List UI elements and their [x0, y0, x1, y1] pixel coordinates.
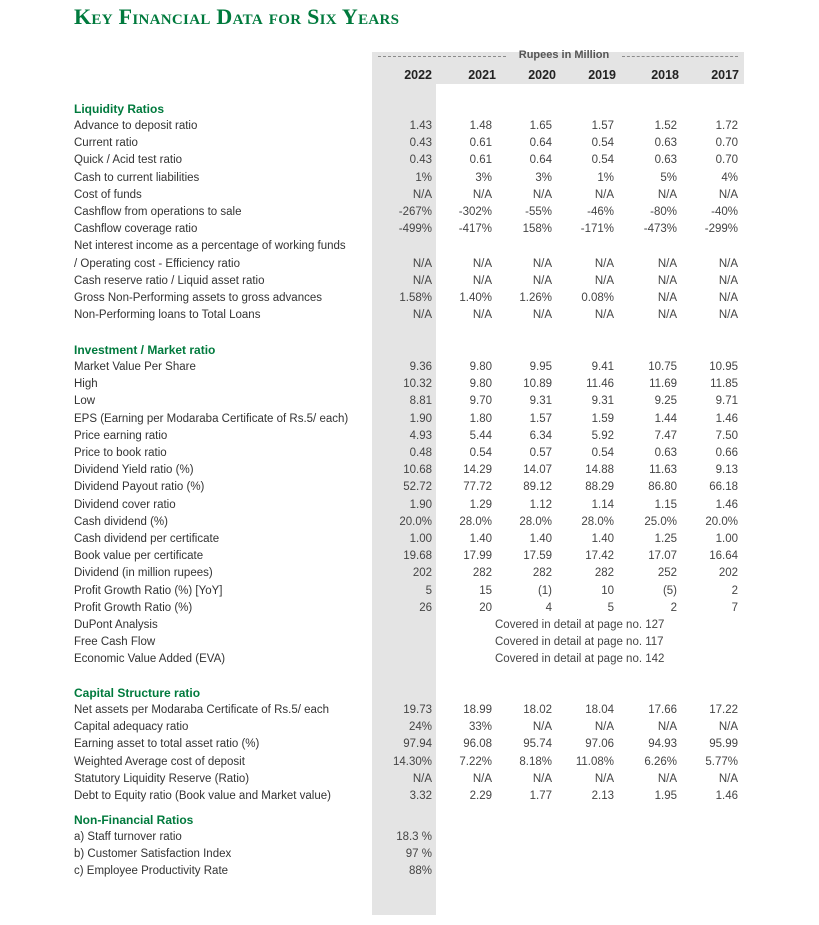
cell-value: 5.92 — [591, 429, 614, 442]
cell-value: 1.57 — [529, 412, 552, 425]
cell-value: 97.06 — [585, 738, 614, 751]
row-label: Weighted Average cost of deposit — [74, 755, 245, 768]
cell-value: -267% — [398, 206, 432, 218]
cell-value: 11.85 — [710, 378, 738, 391]
cell-value: 33% — [468, 721, 492, 734]
cell-value: 1.44 — [654, 412, 677, 425]
row-label: Dividend Payout ratio (%) — [74, 481, 205, 494]
section-title: Capital Structure ratio — [74, 686, 201, 700]
row-label: High — [74, 378, 98, 391]
cell-value: 3% — [535, 171, 552, 184]
cell-value: 282 — [594, 567, 614, 580]
cell-value: -417% — [458, 223, 492, 236]
cell-value: N/A — [718, 309, 738, 322]
cell-value: N/A — [594, 772, 614, 785]
cell-value: N/A — [718, 274, 738, 287]
cell-value: 11.69 — [649, 378, 677, 391]
cell-value: 28.0% — [519, 515, 552, 528]
cell-value: 11.08% — [575, 755, 614, 768]
cell-value: 0.54 — [591, 154, 614, 167]
cell-value: N/A — [657, 188, 677, 201]
cell-value: 5.77% — [705, 755, 738, 768]
cell-value: 97 % — [405, 848, 432, 861]
cell-value: N/A — [412, 188, 432, 201]
row-label: Net assets per Modaraba Certificate of Rs.5/ each — [74, 704, 330, 716]
row-label: EPS (Earning per Modaraba Certificate of Rs.5/ each) — [74, 412, 349, 425]
cell-value: 0.63 — [654, 137, 677, 150]
cell-value: 2.29 — [469, 790, 492, 802]
cell-value: N/A — [718, 188, 738, 201]
cell-value: 16.64 — [709, 550, 738, 563]
cell-value: N/A — [472, 188, 492, 201]
cell-value: N/A — [532, 309, 552, 322]
cell-value: 2 — [670, 601, 677, 614]
row-label: c) Employee Productivity Rate — [74, 865, 229, 878]
cell-value: N/A — [657, 772, 677, 785]
row-label: Debt to Equity ratio (Book value and Market value) — [74, 790, 331, 802]
cell-value: 1.40% — [459, 292, 492, 304]
row-label: Cashflow from operations to sale — [74, 206, 242, 218]
cell-value: 14.07 — [523, 464, 552, 477]
cell-value: 1.58% — [399, 292, 432, 304]
cell-value: -302% — [458, 206, 492, 218]
cell-value: 0.08% — [581, 292, 614, 304]
cell-value: -499% — [398, 223, 432, 236]
cell-value: 9.13 — [715, 464, 738, 477]
cell-value: 95.99 — [709, 738, 738, 751]
row-note: Covered in detail at page no. 117 — [495, 636, 664, 649]
cell-value: 1.40 — [591, 533, 614, 545]
row-label: Capital adequacy ratio — [74, 721, 189, 734]
cell-value: (5) — [662, 584, 677, 597]
cell-value: 4% — [721, 171, 738, 184]
cell-value: 10 — [601, 584, 614, 597]
row-label: Statutory Liquidity Reserve (Ratio) — [74, 772, 250, 785]
cell-value: 1.46 — [715, 498, 738, 511]
cell-value: 0.70 — [715, 154, 738, 167]
header-dash-left — [378, 56, 506, 57]
row-label: Market Value Per Share — [74, 361, 196, 373]
cell-value: 0.43 — [409, 154, 432, 167]
cell-value: 6.34 — [529, 429, 552, 442]
cell-value: 95.74 — [523, 738, 552, 751]
cell-value: 1.95 — [654, 790, 677, 802]
cell-value: N/A — [657, 274, 677, 287]
cell-value: 10.89 — [523, 378, 552, 391]
cell-value: 0.43 — [409, 137, 432, 150]
cell-value: 89.12 — [523, 481, 552, 494]
row-label: Book value per certificate — [74, 550, 204, 563]
section-title: Investment / Market ratio — [74, 343, 216, 357]
cell-value: 0.54 — [591, 447, 614, 459]
cell-value: 17.42 — [585, 550, 614, 563]
cell-value: 0.66 — [715, 447, 738, 459]
row-label: Advance to deposit ratio — [74, 120, 198, 132]
cell-value: N/A — [718, 292, 738, 304]
row-label: b) Customer Satisfaction Index — [74, 848, 232, 861]
row-label: Cashflow coverage ratio — [74, 223, 198, 236]
row-label: Quick / Acid test ratio — [74, 154, 183, 167]
cell-value: 1.15 — [654, 498, 677, 511]
cell-value: 0.54 — [591, 137, 614, 150]
row-label: Profit Growth Ratio (%) — [74, 601, 193, 614]
unit-label: Rupees in Million — [518, 49, 610, 61]
cell-value: 202 — [718, 567, 738, 580]
cell-value: 1.40 — [469, 533, 492, 545]
cell-value: 18.04 — [585, 704, 614, 716]
cell-value: 9.31 — [529, 395, 552, 408]
cell-value: 8.18% — [519, 755, 552, 768]
cell-value: 1.26% — [519, 292, 552, 304]
cell-value: 1.59 — [591, 412, 614, 425]
cell-value: 0.64 — [529, 154, 552, 167]
cell-value: 158% — [522, 223, 552, 236]
cell-value: N/A — [718, 257, 738, 270]
cell-value: 9.36 — [409, 361, 432, 373]
cell-value: N/A — [472, 309, 492, 322]
cell-value: N/A — [532, 274, 552, 287]
cell-value: 14.88 — [585, 464, 614, 477]
cell-value: 66.18 — [709, 481, 738, 494]
cell-value: -171% — [580, 223, 614, 236]
cell-value: N/A — [657, 292, 677, 304]
cell-value: N/A — [718, 772, 738, 785]
row-label: Non-Performing loans to Total Loans — [74, 309, 261, 322]
cell-value: 1.90 — [409, 498, 432, 511]
row-label: Gross Non-Performing assets to gross advances — [74, 292, 322, 304]
cell-value: N/A — [594, 721, 614, 734]
cell-value: (1) — [537, 584, 552, 597]
cell-value: 1.77 — [529, 790, 552, 802]
cell-value: N/A — [594, 309, 614, 322]
cell-value: 0.61 — [469, 137, 492, 150]
cell-value: 0.57 — [529, 447, 552, 459]
row-label: Economic Value Added (EVA) — [74, 653, 226, 666]
cell-value: 4 — [545, 601, 552, 614]
cell-value: 7.50 — [715, 429, 738, 442]
cell-value: 28.0% — [581, 515, 614, 528]
cell-value: N/A — [594, 188, 614, 201]
cell-value: 88.29 — [585, 481, 614, 494]
cell-value: 1.46 — [715, 412, 738, 425]
cell-value: 0.61 — [469, 154, 492, 167]
cell-value: 9.25 — [654, 395, 677, 408]
cell-value: 2 — [731, 584, 738, 597]
cell-value: 0.48 — [409, 447, 432, 459]
cell-value: 3% — [475, 171, 492, 184]
row-label: Free Cash Flow — [74, 636, 156, 649]
cell-value: 25.0% — [644, 515, 677, 528]
header-dash-right — [622, 56, 738, 57]
cell-value: N/A — [472, 274, 492, 287]
cell-value: 9.31 — [591, 395, 614, 408]
row-label: Cash dividend per certificate — [74, 533, 220, 545]
cell-value: 1.48 — [469, 120, 492, 132]
cell-value: 26 — [419, 601, 432, 614]
cell-value: 8.81 — [409, 395, 432, 408]
cell-value: 9.41 — [591, 361, 614, 373]
cell-value: 1.80 — [469, 412, 492, 425]
row-label: a) Staff turnover ratio — [74, 831, 182, 843]
cell-value: 3.32 — [409, 790, 432, 802]
cell-value: 1.57 — [591, 120, 614, 132]
cell-value: 9.71 — [715, 395, 738, 408]
section-title: Non-Financial Ratios — [74, 813, 194, 827]
row-label: Low — [74, 395, 96, 408]
cell-value: 19.68 — [403, 550, 432, 563]
cell-value: -55% — [525, 206, 552, 218]
cell-value: 1% — [415, 171, 432, 184]
cell-value: 0.54 — [469, 447, 492, 459]
year-header: 2017 — [711, 68, 739, 82]
cell-value: 17.66 — [648, 704, 677, 716]
cell-value: 52.72 — [403, 481, 432, 494]
cell-value: 9.95 — [529, 361, 552, 373]
cell-value: -46% — [587, 206, 614, 218]
cell-value: -80% — [650, 206, 677, 218]
cell-value: 1.25 — [654, 533, 677, 545]
row-label: Cash to current liabilities — [74, 171, 200, 184]
cell-value: 0.63 — [654, 154, 677, 167]
cell-value: N/A — [412, 257, 432, 270]
cell-value: 5 — [425, 584, 432, 597]
cell-value: 24% — [408, 721, 432, 734]
cell-value: 1.52 — [654, 120, 677, 132]
cell-value: 282 — [472, 567, 492, 580]
cell-value: 0.64 — [529, 137, 552, 150]
year-header: 2021 — [468, 68, 496, 82]
cell-value: 17.99 — [463, 550, 492, 563]
cell-value: 20.0% — [705, 515, 738, 528]
cell-value: 94.93 — [648, 738, 677, 751]
cell-value: 1.90 — [409, 412, 432, 425]
cell-value: 7 — [731, 601, 738, 614]
cell-value: 4.93 — [409, 429, 432, 442]
cell-value: 9.70 — [469, 395, 492, 408]
cell-value: N/A — [594, 274, 614, 287]
row-label: Cash reserve ratio / Liquid asset ratio — [74, 274, 265, 287]
row-label: Dividend (in million rupees) — [74, 567, 213, 580]
cell-value: N/A — [657, 721, 677, 734]
cell-value: 20.0% — [399, 515, 432, 528]
cell-value: 28.0% — [459, 515, 492, 528]
cell-value: N/A — [657, 257, 677, 270]
cell-value: 1.00 — [715, 533, 738, 545]
cell-value: 15 — [479, 584, 492, 597]
cell-value: 19.73 — [403, 704, 432, 716]
cell-value: 14.30% — [392, 755, 432, 768]
cell-value: 5.44 — [469, 429, 492, 442]
cell-value: 86.80 — [648, 481, 677, 494]
cell-value: 1.40 — [529, 533, 552, 545]
cell-value: -40% — [711, 206, 738, 218]
cell-value: 1.14 — [591, 498, 614, 511]
cell-value: -473% — [643, 223, 677, 236]
cell-value: N/A — [412, 309, 432, 322]
row-label: / Operating cost - Efficiency ratio — [74, 257, 240, 270]
cell-value: 88% — [408, 865, 432, 878]
row-label: Current ratio — [74, 137, 138, 150]
cell-value: 9.80 — [469, 361, 492, 373]
cell-value: 282 — [532, 567, 552, 580]
cell-value: 17.07 — [648, 550, 677, 563]
row-note: Covered in detail at page no. 127 — [495, 619, 665, 631]
row-label: Cash dividend (%) — [74, 515, 168, 528]
row-label: Earning asset to total asset ratio (%) — [74, 738, 260, 751]
cell-value: 11.63 — [649, 464, 677, 477]
cell-value: 18.99 — [463, 704, 492, 716]
year-header: 2020 — [528, 68, 556, 82]
cell-value: 1.46 — [715, 790, 738, 802]
cell-value: 11.46 — [586, 378, 614, 391]
cell-value: -299% — [704, 223, 738, 236]
cell-value: 7.47 — [654, 429, 677, 442]
year-header: 2022 — [404, 68, 432, 82]
cell-value: 0.70 — [715, 137, 738, 150]
cell-value: 6.26% — [644, 755, 677, 768]
row-label: Net interest income as a percentage of working funds — [74, 240, 346, 253]
cell-value: 1.72 — [715, 120, 738, 132]
row-label: Dividend cover ratio — [74, 498, 176, 511]
cell-value: N/A — [532, 721, 552, 734]
row-label: Dividend Yield ratio (%) — [74, 464, 194, 477]
cell-value: 10.68 — [403, 464, 432, 477]
cell-value: 10.75 — [648, 361, 677, 373]
row-label: Profit Growth Ratio (%) [YoY] — [74, 584, 223, 597]
row-label: Cost of funds — [74, 188, 142, 201]
cell-value: 1% — [597, 171, 614, 184]
section-title: Liquidity Ratios — [74, 102, 164, 116]
year-header: 2018 — [651, 68, 679, 82]
cell-value: 9.80 — [469, 378, 492, 391]
year-header: 2019 — [588, 68, 616, 82]
cell-value: 97.94 — [403, 738, 432, 751]
cell-value: 7.22% — [459, 755, 492, 768]
cell-value: 20 — [479, 601, 492, 614]
cell-value: 10.95 — [709, 361, 738, 373]
row-note: Covered in detail at page no. 142 — [495, 653, 665, 666]
cell-value: 0.63 — [654, 447, 677, 459]
cell-value: N/A — [412, 772, 432, 785]
cell-value: 18.02 — [523, 704, 552, 716]
cell-value: 1.43 — [409, 120, 432, 132]
page-title: Key Financial Data for Six Years — [74, 4, 400, 29]
cell-value: 14.29 — [463, 464, 492, 477]
cell-value: N/A — [594, 257, 614, 270]
row-label: Price earning ratio — [74, 429, 168, 442]
cell-value: N/A — [718, 721, 738, 734]
cell-value: N/A — [532, 257, 552, 270]
cell-value: 18.3 % — [396, 831, 432, 843]
cell-value: 2.13 — [591, 790, 614, 802]
cell-value: 17.22 — [709, 704, 738, 716]
cell-value: 202 — [412, 567, 432, 580]
cell-value: N/A — [532, 772, 552, 785]
cell-value: 1.12 — [529, 498, 552, 511]
cell-value: N/A — [472, 257, 492, 270]
cell-value: 5 — [607, 601, 614, 614]
cell-value: N/A — [657, 309, 677, 322]
cell-value: 1.65 — [529, 120, 552, 132]
row-label: DuPont Analysis — [74, 619, 158, 631]
cell-value: 96.08 — [463, 738, 492, 751]
cell-value: N/A — [532, 188, 552, 201]
cell-value: 77.72 — [463, 481, 492, 494]
cell-value: N/A — [412, 274, 432, 287]
row-label: Price to book ratio — [74, 447, 167, 459]
cell-value: 17.59 — [523, 550, 552, 563]
cell-value: N/A — [472, 772, 492, 785]
cell-value: 5% — [660, 171, 677, 184]
cell-value: 1.00 — [409, 533, 432, 545]
cell-value: 10.32 — [403, 378, 432, 391]
cell-value: 1.29 — [469, 498, 492, 511]
cell-value: 252 — [657, 567, 677, 580]
